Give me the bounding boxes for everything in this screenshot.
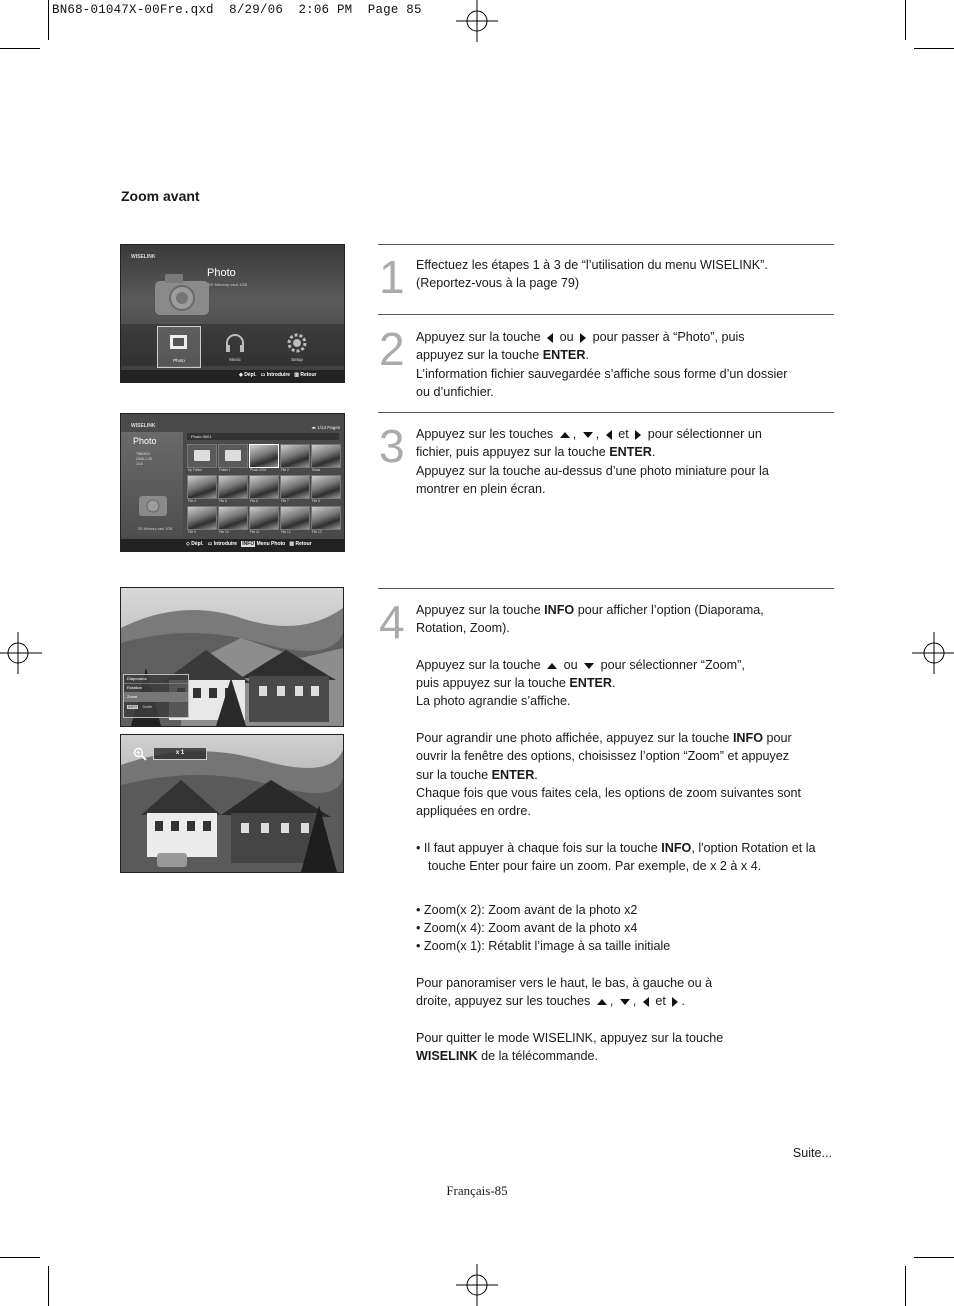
thumbnail-item[interactable]: [311, 506, 341, 534]
down-arrow-icon: [583, 432, 593, 438]
right-arrow-icon: [672, 997, 678, 1007]
music-menu-label: Music: [229, 357, 241, 362]
thumbnail-item[interactable]: [280, 475, 310, 503]
option-menu-item[interactable]: Zoom: [124, 693, 188, 702]
screenshot-photo-browser: [120, 413, 345, 552]
thumbnail-label: Folder 1: [219, 468, 231, 472]
thumbnail-label: File 9: [188, 530, 196, 534]
thumbnail-item[interactable]: [218, 475, 248, 503]
thumbnail-item[interactable]: [187, 475, 217, 503]
crop-mark: [48, 1266, 49, 1306]
step-divider: [378, 314, 834, 315]
music-menu-item[interactable]: [217, 329, 253, 365]
thumbnail-label: File 7: [281, 499, 289, 503]
camera-icon: [151, 269, 213, 319]
thumbnail-item[interactable]: [187, 444, 217, 472]
right-arrow-icon: [580, 333, 586, 343]
screen-footer: ◆ Dépl. ▭ Introduire ▥ Retour: [239, 372, 317, 378]
down-arrow-icon: [620, 999, 630, 1005]
exit-hint: INFO Sortie: [128, 705, 153, 709]
setup-menu-item[interactable]: [279, 329, 315, 365]
current-folder: Photo 0001: [191, 434, 212, 439]
step-3-text: Appuyez sur les touches , , et pour sélectionner un fichier, puis appuyez sur la touche ENTER. Appuyez sur la touche au-dessus d’une photo miniature pour la montrer en plein écran.: [416, 427, 769, 496]
crop-mark: [914, 1257, 954, 1258]
screenshot-photo-options: [120, 587, 344, 727]
screen-title: Photo: [207, 267, 236, 279]
storage-label: SD Memory card 1GB: [138, 527, 173, 531]
crop-mark: [48, 0, 49, 40]
up-arrow-icon: [560, 432, 570, 438]
down-arrow-icon: [584, 663, 594, 669]
thumbnail-label: File 12: [281, 530, 291, 534]
thumbnail-item[interactable]: [249, 506, 279, 534]
thumbnail-label: Up Folder: [188, 468, 202, 472]
screen-footer: ◇ Dépl. ▭ Introduire INFO Menu Photo ▥ Retour: [186, 541, 312, 547]
folder-icon: [194, 450, 210, 461]
step-number: 1: [379, 251, 405, 303]
crop-mark: [905, 0, 906, 40]
step-2-text: Appuyez sur la touche ou pour passer à “Photo”, puis appuyez sur la touche ENTER. L’information fichier sauvegardée s’affiche sous forme d’un dossier ou d’unfichier.: [416, 330, 788, 399]
storage-label: SD Memory card 1GB: [208, 282, 248, 287]
step-number: 2: [379, 323, 405, 375]
thumbnail-item[interactable]: [187, 506, 217, 534]
step-divider: [378, 244, 834, 245]
section-title: Zoom avant: [121, 188, 200, 204]
setup-menu-label: Setup: [291, 357, 303, 362]
zoom-level-badge: x 1: [153, 747, 207, 760]
registration-mark: [456, 0, 498, 42]
registration-mark: [456, 1264, 498, 1306]
wiselink-logo: WISELINK: [131, 423, 156, 429]
gear-icon: [285, 331, 309, 355]
thumbnail-item[interactable]: [249, 444, 279, 472]
right-arrow-icon: [635, 430, 641, 440]
step-number: 3: [379, 420, 405, 472]
thumbnail-label: Sania: [312, 468, 321, 472]
thumbnail-label: Photo 0001: [250, 468, 267, 472]
thumbnail-label: File 5: [219, 499, 227, 503]
thumbnail-item[interactable]: [280, 444, 310, 472]
registration-mark: [0, 632, 42, 674]
thumbnail-item[interactable]: [249, 475, 279, 503]
thumbnail-label: File 2: [281, 468, 289, 472]
screen-title: Photo: [133, 436, 157, 446]
thumbnail-item[interactable]: [311, 444, 341, 472]
thumbnail-label: File 6: [250, 499, 258, 503]
headphones-icon: [223, 331, 247, 355]
thumbnail-label: File 4: [188, 499, 196, 503]
folder-icon: [225, 450, 241, 461]
photo-icon: [167, 330, 191, 354]
thumbnail-item[interactable]: [280, 506, 310, 534]
camera-icon: [137, 490, 169, 518]
screenshot-photo-zoom: [120, 734, 344, 873]
wiselink-logo: WISELINK: [131, 254, 156, 260]
step-number: 4: [379, 596, 405, 648]
crop-mark: [0, 1257, 40, 1258]
page-number: Français-85: [446, 1183, 508, 1198]
up-arrow-icon: [597, 999, 607, 1005]
thumbnail-item[interactable]: [311, 475, 341, 503]
option-menu: [123, 674, 189, 718]
step-divider: [378, 588, 834, 589]
page-count: ◂▸ 1/13 Pages: [311, 425, 340, 430]
thumbnail-label: File 13: [312, 530, 322, 534]
thumbnail-label: File 8: [312, 499, 320, 503]
step-1-text: Effectuez les étapes 1 à 3 de “l’utilisation du menu WISELINK”. (Reportez-vous à la page 79): [416, 258, 768, 291]
up-arrow-icon: [547, 663, 557, 669]
crop-mark: [0, 48, 40, 49]
photo-menu-label: Photo: [173, 358, 185, 363]
continued-label: Suite...: [792, 1146, 832, 1160]
option-menu-item[interactable]: Diaporama: [124, 675, 188, 684]
thumbnail-label: File 10: [219, 530, 229, 534]
thumbnail-item[interactable]: [218, 444, 248, 472]
photo-menu-item[interactable]: [157, 326, 201, 368]
left-arrow-icon: [643, 997, 649, 1007]
zoom-magnifier-icon: [133, 747, 147, 761]
crop-mark: [914, 48, 954, 49]
screenshot-wiselink-main: [120, 244, 345, 383]
file-header: BN68-01047X-00Fre.qxd 8/29/06 2:06 PM Page 85: [52, 3, 422, 17]
thumbnail-item[interactable]: [218, 506, 248, 534]
left-arrow-icon: [606, 430, 612, 440]
crop-mark: [905, 1266, 906, 1306]
step-4-text: Appuyez sur la touche INFO pour afficher l’option (Diaporama, Rotation, Zoom). Appuyez sur la touche ou pour sélectionner “Zoom”, puis appuyez sur la touche ENTER. La photo agrandie s’affiche. Pour agrandir une photo affichée, appuyez sur la touche INFO pour ouvrir la fenêtre des options, choisissez l’option “Zoom” et appuyez sur la touche ENTER. Chaque fois que vous faites cela, les options de zoom suivantes sont appliquées en ordre. • Il faut appuyer à chaque fois sur la touche INFO, l'option Rotation et la touche Enter pour faire un zoom. Par exemple, de x 2 à x 4. • Zoom(x 2): Zoom avant de la photo x2 • Zoom(x 4): Zoom avant de la photo x4 • Zoom(x 1): Rétablit l’image à sa taille initiale Pour panoramiser vers le haut, le bas, à gauche ou à droite, appuyez sur les touches , , et . Pour quitter le mode WISELINK, appuyez sur la touche WISELINK de la télécommande.: [416, 603, 816, 1064]
thumbnail-grid: [185, 444, 342, 536]
option-menu-item[interactable]: Rotation: [124, 684, 188, 693]
step-divider: [378, 412, 834, 413]
thumbnail-label: File 11: [250, 530, 260, 534]
file-info: Title0001 2006-1-25 1/16: [136, 452, 152, 466]
left-arrow-icon: [547, 333, 553, 343]
registration-mark: [912, 632, 954, 674]
